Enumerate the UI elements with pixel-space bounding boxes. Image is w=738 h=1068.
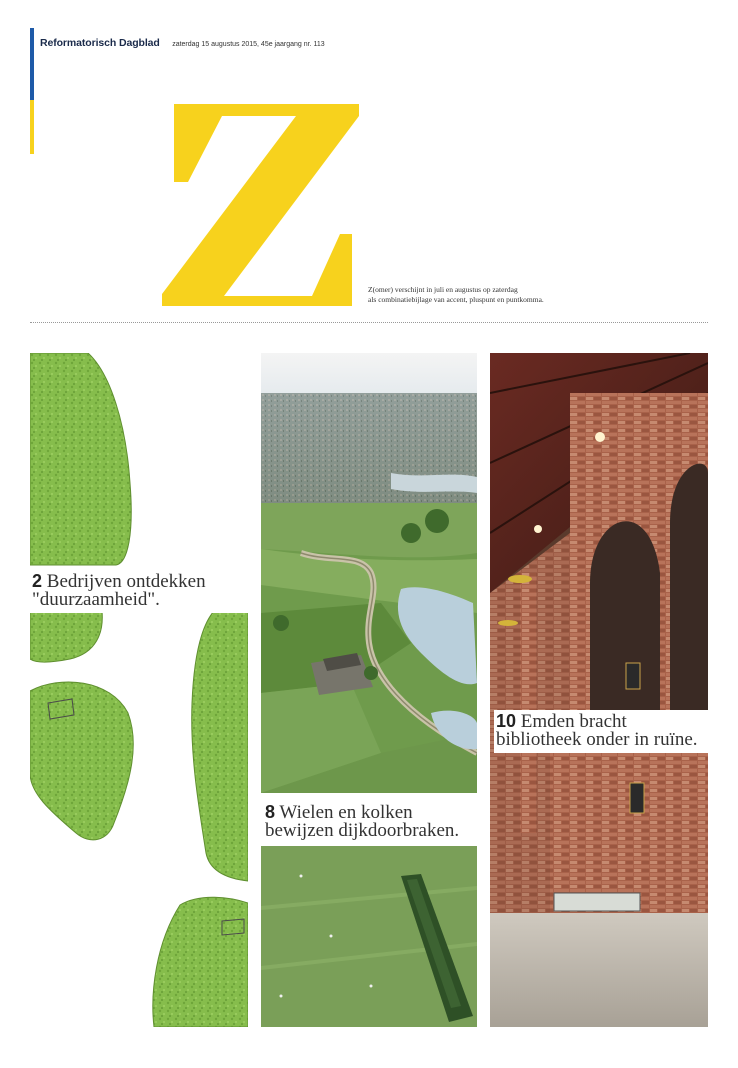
teaser-text: Wielen en kolken bewijzen dijkdoorbraken. bbox=[265, 802, 460, 841]
paper-name[interactable]: Reformatorisch Dagblad bbox=[40, 37, 160, 49]
teaser-text: Emden bracht bibliotheek onder in ruïne. bbox=[496, 711, 698, 750]
dotted-divider bbox=[30, 322, 708, 323]
tagline-line-2: als combinatiebijlage van accent, pluspunt en puntkomma. bbox=[368, 295, 544, 304]
teaser-number: 2 bbox=[32, 571, 43, 591]
masthead-accent-bar-blue bbox=[30, 28, 34, 100]
issue-info: zaterdag 15 augustus 2015, 45e jaargang nr. 113 bbox=[172, 41, 325, 48]
teaser-caption-8[interactable] bbox=[263, 801, 477, 844]
z-logo bbox=[162, 104, 359, 306]
masthead bbox=[40, 33, 325, 51]
teaser-number: 8 bbox=[265, 802, 276, 822]
z-tagline bbox=[368, 285, 628, 305]
teaser-text: Bedrijven ontdekken "duurzaamheid". bbox=[32, 571, 206, 610]
aerial-landscape-image[interactable] bbox=[261, 353, 477, 793]
aerial-field-image[interactable] bbox=[261, 846, 477, 1027]
masthead-accent-bar-yellow bbox=[30, 100, 34, 154]
tagline-line-1: Z(omer) verschijnt in juli en augustus op zaterdag bbox=[368, 285, 518, 294]
church-ruin-interior-image[interactable] bbox=[490, 353, 708, 1027]
teaser-caption-10[interactable] bbox=[494, 710, 708, 753]
teaser-caption-2[interactable] bbox=[30, 570, 250, 613]
grass-footprints-image[interactable] bbox=[30, 353, 248, 1027]
teaser-number: 10 bbox=[496, 711, 517, 731]
